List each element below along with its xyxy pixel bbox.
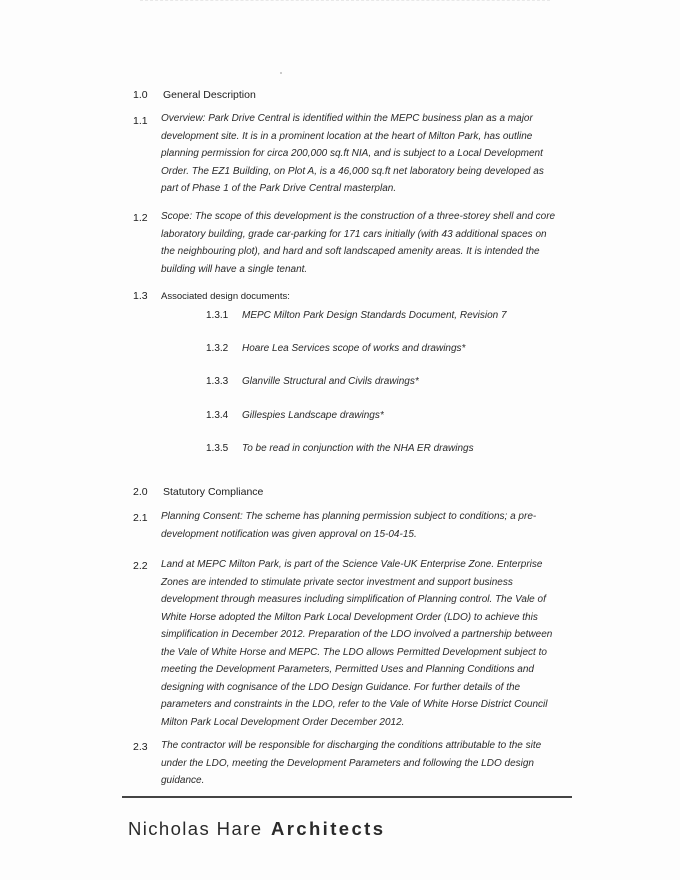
footer-divider bbox=[122, 796, 572, 798]
sub-item-number: 1.3.2 bbox=[206, 343, 229, 354]
paragraph-text: Overview: Park Drive Central is identified within the MEPC business plan as a major development site. It is in a prominent location at the heart of Milton Park, has outline planning permission for circa 200,000 sq.ft NIA, and is subject to a Local Development Order. The EZ1 Building, on Plot A, is a 46,000 sq.ft net laboratory being developed as part of Phase 1 of the Park Drive Central masterplan. bbox=[161, 113, 544, 194]
section-number: 1.3 bbox=[133, 290, 148, 302]
paragraph-text: The contractor will be responsible for discharging the conditions attributable to the site under the LDO, meeting the Development Parameters and following the LDO design guidance. bbox=[161, 740, 542, 786]
section-title: Associated design documents: bbox=[161, 291, 290, 302]
paragraph-number: 2.1 bbox=[133, 512, 148, 524]
sub-item-number: 1.3.4 bbox=[206, 410, 229, 421]
sub-item-text: To be read in conjunction with the NHA ER drawings bbox=[242, 443, 474, 454]
section-title: General Description bbox=[163, 89, 256, 101]
sub-item-text: MEPC Milton Park Design Standards Document, Revision 7 bbox=[242, 310, 507, 321]
paragraph-number: 1.2 bbox=[133, 212, 148, 224]
paragraph-text: Scope: The scope of this development is the construction of a three-storey shell and core laboratory building, grade car-parking for 171 cars initially (with 43 additional spaces on the neighbouring plot), and hard and soft landscaped amenity areas. It is intended the building will have a single tenant. bbox=[161, 211, 556, 275]
footer-logo bbox=[128, 818, 385, 840]
section-title: Statutory Compliance bbox=[163, 486, 264, 498]
paragraph-text: Planning Consent: The scheme has planning permission subject to conditions; a pre-development notification was given approval on 15-04-15. bbox=[161, 511, 537, 540]
sub-item-text: Gillespies Landscape drawings* bbox=[242, 410, 384, 421]
sub-item-number: 1.3.1 bbox=[206, 310, 229, 321]
sub-item-text: Glanville Structural and Civils drawings* bbox=[242, 376, 419, 387]
paragraph-number: 1.1 bbox=[133, 115, 148, 127]
section-number: 2.0 bbox=[133, 486, 148, 498]
section-number: 1.0 bbox=[133, 89, 148, 101]
top-divider bbox=[140, 0, 550, 1]
sub-item-number: 1.3.5 bbox=[206, 443, 229, 454]
paragraph-number: 2.2 bbox=[133, 560, 148, 572]
sub-item-text: Hoare Lea Services scope of works and drawings* bbox=[242, 343, 466, 354]
paragraph-number: 2.3 bbox=[133, 741, 148, 753]
scan-speck bbox=[280, 72, 282, 74]
footer-firm-suffix: Architects bbox=[270, 818, 386, 839]
footer-firm-name: Nicholas Hare bbox=[128, 818, 263, 839]
paragraph-text: Land at MEPC Milton Park, is part of the Science Vale-UK Enterprise Zone. Enterprise Zones are intended to stimulate private sector investment and support business development through measures including simplification of Planning control. The Vale of White Horse adopted the Milton Park Local Development Order (LDO) to achieve this simplification in December 2012. Preparation of the LDO involved a partnership between the Vale of White Horse and MEPC. The LDO allows Permitted Development subject to meeting the Development Parameters, Permitted Uses and Planning Conditions and designing with cognisance of the LDO Design Guidance. For further details of the parameters and constraints in the LDO, refer to the Vale of White Horse District Council Milton Park Local Development Order December 2012. bbox=[161, 559, 553, 728]
sub-item-number: 1.3.3 bbox=[206, 376, 229, 387]
